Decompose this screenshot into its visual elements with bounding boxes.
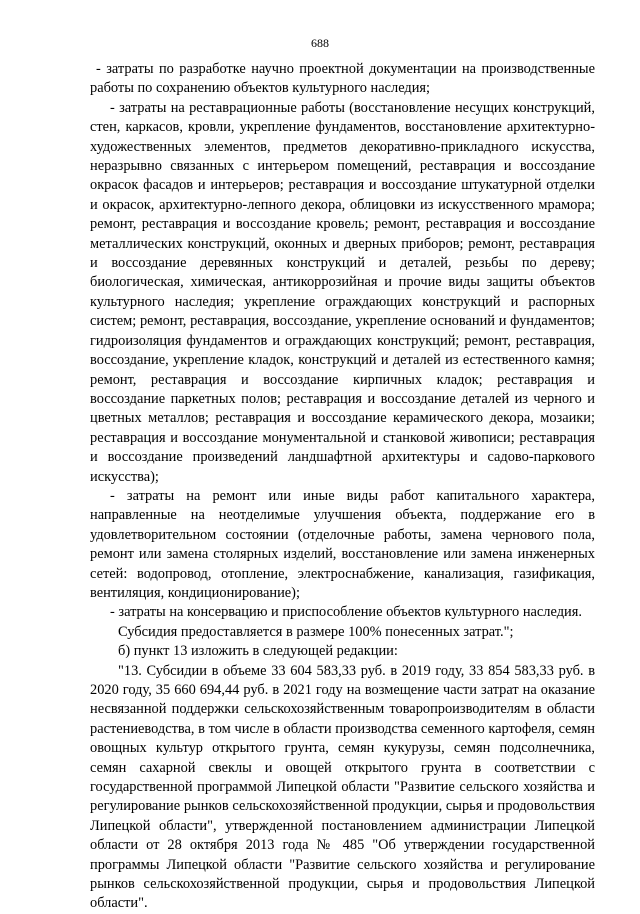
paragraph-item-13-heading: б) пункт 13 изложить в следующей редакции: — [118, 643, 398, 660]
paragraph-item-13-text: "13. Субсидии в объеме 33 604 583,33 руб. в 2019 году, 33 854 583,33 руб. в 2020 году, 35 660 694,44 руб. в 2021 году на возмещение части затрат на оказание несвязанной поддержки сельскохозяйственным товаропроизводителям в области растениеводства, в том числе в области производства семенного картофеля, семян овощных культур открытого грунта, семян кукурузы, семян подсолнечника, семян сахарной свеклы и овощей открытого грунта в соответствии с государственной программой Липецкой области "Развитие сельского хозяйства и регулирование рынков сельскохозяйственной продукции, сырья и продовольствия Липецкой области", утвержденной постановлением администрации Липецкой области от 28 октября 2013 года № 485 "Об утверждении государственной программы Липецкой области "Развитие сельского хозяйства и регулирование рынков сельскохозяйственной продукции, сырья и продовольствия Липецкой области". — [90, 662, 595, 912]
paragraph-capital-repair-costs: - затраты на ремонт или иные виды работ капитального характера, направленные на неотделимые улучшения объекта, поддержание его в удовлетворительном состоянии (отделочные работы, замена чернового пола, ремонт или замена столярных изделий, восстановление или замена инженерных сетей: водопровод, отопление, электроснабжение, канализация, газификация, вентиляция, кондиционирование); — [90, 487, 595, 601]
paragraph-conservation-costs: - затраты на консервацию и приспособление объектов культурного наследия. — [110, 604, 582, 621]
paragraph-subsidy-rate: Субсидия предоставляется в размере 100% понесенных затрат."; — [118, 623, 514, 640]
paragraph-design-costs: - затраты по разработке научно проектной документации на производственные работы по сохранению объектов культурного наследия; — [90, 61, 595, 97]
document-body — [90, 60, 595, 914]
paragraph-restoration-costs: - затраты на реставрационные работы (восстановление несущих конструкций, стен, каркасов, кровли, укрепление фундаментов, восстановление архитектурно-художественных элементов, предметов декоративно-прикладного искусства, неразрывно связанных с интерьером помещений, реставрация и воссоздание окрасок фасадов и интерьеров; реставрация и воссоздание штукатурной отделки и окрасок, архитектурно-лепного декора, облицовки из искусственного мрамора; ремонт, реставрация и воссоздание кровель; ремонт, реставрация и воссоздание металлических конструкций, оконных и дверных приборов; ремонт, реставрация и воссоздание деревянных конструкций и деталей, резьбы по дереву; биологическая, химическая, антикоррозийная и прочие виды защиты объектов культурного наследия; укрепление ограждающих конструкций и распорных систем; ремонт, реставрация, воссоздание, укрепление оснований и фундаментов; гидроизоляция фундаментов и ограждающих конструкций; ремонт, реставрация, воссоздание, укрепление кладок, конструкций и деталей из естественного камня; ремонт, реставрация и воссоздание кирпичных кладок; реставрация и воссоздание паркетных полов; реставрация и воссоздание деталей из черного и цветных металлов; реставрация и воссоздание керамического декора, мозаики; реставрация и воссоздание монументальной и станковой живописи; реставрация и воссоздание произведений ландшафтной архитектуры и садово-паркового искусства); — [90, 99, 595, 485]
page-number: 688 — [311, 36, 329, 50]
